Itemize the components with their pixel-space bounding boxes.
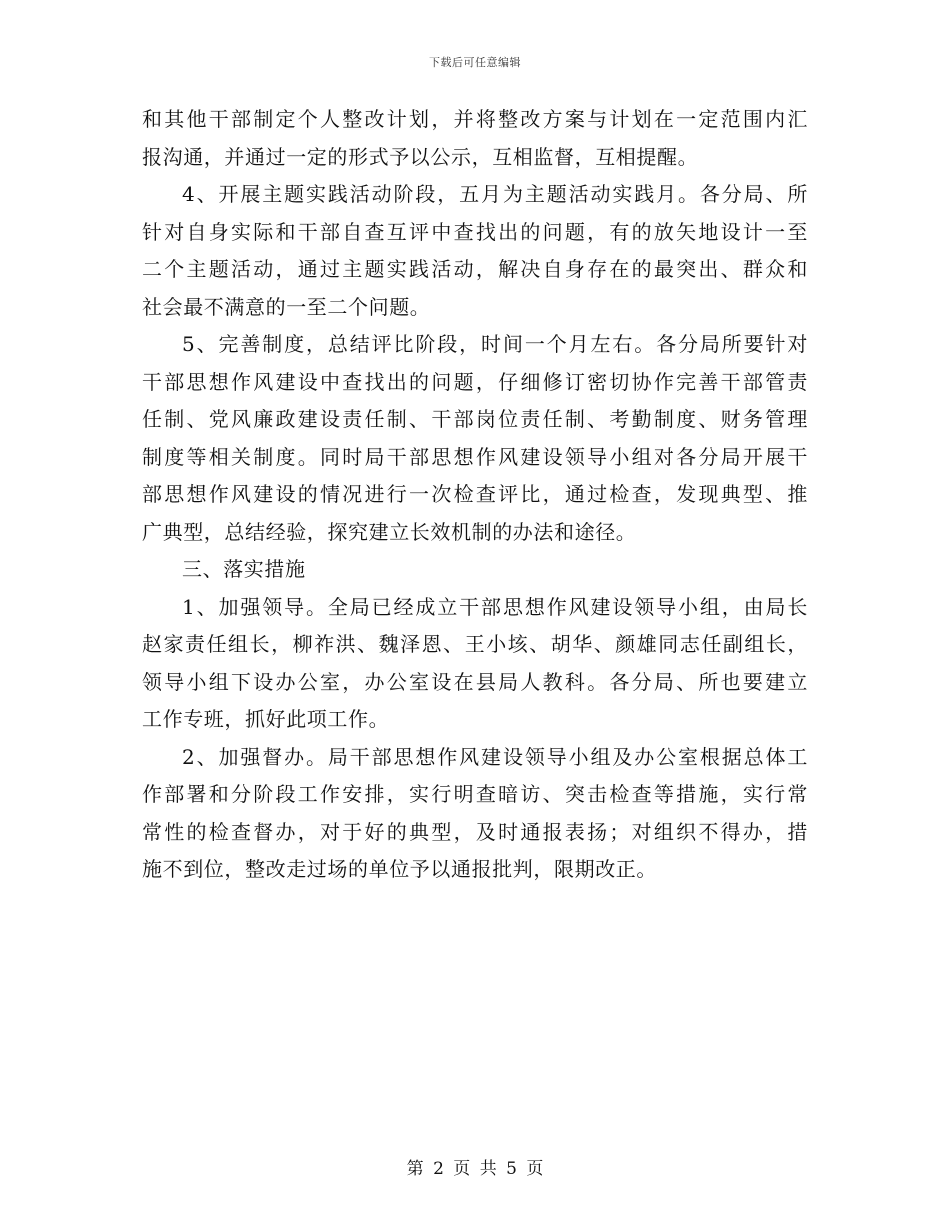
- text-line: 作部署和分阶段工作安排，实行明查暗访、突击检查等措施，实行常: [142, 782, 808, 806]
- text-line: 施不到位，整改走过场的单位予以通报批判，限期改正。: [142, 857, 657, 881]
- text-line: 部思想作风建设的情况进行一次检查评比，通过检查，发现典型、推: [142, 482, 808, 506]
- text-line: 1、加强领导。全局已经成立干部思想作风建设领导小组，由局长: [182, 594, 808, 619]
- page-number: 第 2 页 共 5 页: [406, 1159, 544, 1179]
- text-line: 赵家责任组长，柳祚洪、魏泽恩、王小垓、胡华、颜雄同志任副组长，: [142, 632, 808, 656]
- text-line: 制度等相关制度。同时局干部思想作风建设领导小组对各分局开展干: [142, 444, 808, 469]
- text-line: 2、加强督办。局干部思想作风建设领导小组及办公室根据总体工: [182, 744, 808, 769]
- text-line: 和其他干部制定个人整改计划，并将整改方案与计划在一定范围内汇: [142, 107, 808, 131]
- text-line: 社会最不满意的一至二个问题。: [142, 294, 431, 319]
- text-line: 4、开展主题实践活动阶段，五月为主题活动实践月。各分局、所: [182, 182, 808, 206]
- text-line: 针对自身实际和干部自查互评中查找出的问题，有的放矢地设计一至: [142, 219, 808, 244]
- text-line: 常性的检查督办，对于好的典型，及时通报表扬；对组织不得办，措: [142, 819, 808, 844]
- text-line: 领导小组下设办公室，办公室设在县局人教科。各分局、所也要建立: [142, 669, 808, 694]
- section-heading: 三、落实措施: [182, 557, 306, 581]
- text-line: 二个主题活动，通过主题实践活动，解决自身存在的最突出、群众和: [142, 257, 808, 281]
- text-line: 5、完善制度，总结评比阶段，时间一个月左右。各分局所要针对: [182, 332, 808, 356]
- text-line: 任制、党风廉政建设责任制、干部岗位责任制、考勤制度、财务管理: [142, 407, 808, 431]
- page-header: 下载后可任意编辑: [429, 56, 521, 69]
- text-line: 广典型，总结经验，探究建立长效机制的办法和途径。: [142, 519, 637, 544]
- text-line: 报沟通，并通过一定的形式予以公示，互相监督，互相提醒。: [142, 144, 699, 169]
- body-text: [142, 101, 808, 889]
- text-line: 工作专班，抓好此项工作。: [142, 707, 390, 731]
- text-line: 干部思想作风建设中查找出的问题，仔细修订密切协作完善干部管责: [142, 369, 808, 394]
